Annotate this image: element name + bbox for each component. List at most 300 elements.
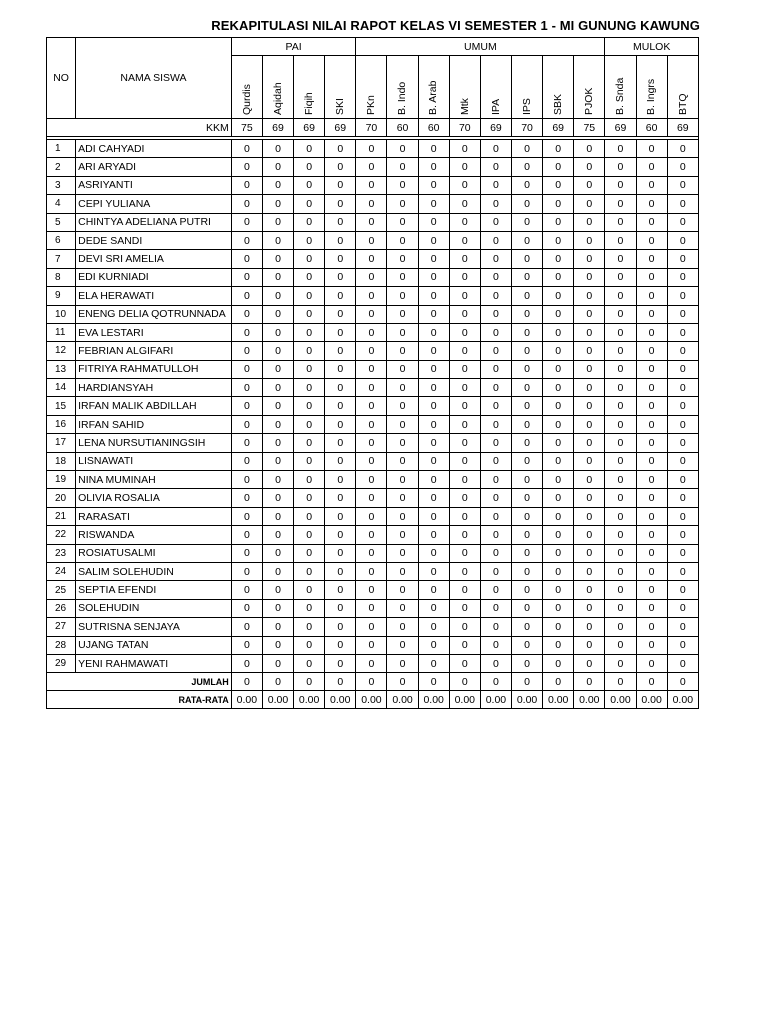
score-cell: 0 — [636, 618, 667, 636]
score-cell: 0 — [294, 636, 325, 654]
score-cell: 0 — [356, 342, 387, 360]
group-mulok-header: MULOK — [605, 38, 699, 56]
score-cell: 0 — [543, 636, 574, 654]
score-cell: 0 — [574, 507, 605, 525]
score-cell: 0 — [667, 581, 698, 599]
student-number: 4 — [47, 195, 76, 213]
score-cell: 0 — [262, 434, 293, 452]
score-cell: 0 — [356, 471, 387, 489]
score-cell: 0 — [231, 158, 262, 176]
score-cell: 0 — [636, 654, 667, 672]
score-cell: 0 — [574, 434, 605, 452]
subject-label: Qurdis — [240, 83, 253, 115]
score-cell: 0 — [231, 526, 262, 544]
student-name: EVA LESTARI — [76, 323, 232, 341]
student-number: 22 — [47, 526, 76, 544]
student-name: UJANG TATAN — [76, 636, 232, 654]
score-cell: 0 — [605, 360, 636, 378]
score-cell: 0 — [325, 636, 356, 654]
score-cell: 0 — [636, 231, 667, 249]
table-row — [47, 176, 699, 194]
subject-header — [543, 56, 574, 119]
score-cell: 0 — [418, 287, 449, 305]
score-cell: 0 — [231, 342, 262, 360]
subject-label: Mtk — [458, 97, 471, 115]
score-cell: 0 — [231, 489, 262, 507]
student-number: 17 — [47, 434, 76, 452]
score-cell: 0 — [325, 434, 356, 452]
score-cell: 0 — [543, 231, 574, 249]
score-cell: 0 — [418, 213, 449, 231]
score-cell: 0 — [543, 471, 574, 489]
student-name: IRFAN SAHID — [76, 415, 232, 433]
student-number: 5 — [47, 213, 76, 231]
score-cell: 0 — [294, 562, 325, 580]
score-cell: 0 — [511, 526, 542, 544]
score-cell: 0 — [418, 471, 449, 489]
score-cell: 0 — [262, 360, 293, 378]
rata-rata-value: 0.00 — [294, 691, 325, 709]
score-cell: 0 — [636, 507, 667, 525]
score-cell: 0 — [294, 360, 325, 378]
subject-header — [387, 56, 418, 119]
nama-siswa-header: NAMA SISWA — [76, 38, 232, 119]
score-cell: 0 — [636, 544, 667, 562]
student-number: 19 — [47, 471, 76, 489]
score-cell: 0 — [480, 195, 511, 213]
score-cell: 0 — [574, 562, 605, 580]
score-cell: 0 — [387, 507, 418, 525]
score-cell: 0 — [636, 140, 667, 158]
score-cell: 0 — [262, 287, 293, 305]
score-cell: 0 — [667, 415, 698, 433]
jumlah-value: 0 — [231, 673, 262, 691]
score-cell: 0 — [387, 158, 418, 176]
score-cell: 0 — [418, 544, 449, 562]
score-cell: 0 — [636, 176, 667, 194]
score-cell: 0 — [574, 452, 605, 470]
student-name: DEDE SANDI — [76, 231, 232, 249]
table-row — [47, 618, 699, 636]
score-cell: 0 — [667, 379, 698, 397]
table-row — [47, 397, 699, 415]
score-cell: 0 — [356, 489, 387, 507]
score-cell: 0 — [294, 323, 325, 341]
score-cell: 0 — [231, 250, 262, 268]
score-cell: 0 — [231, 140, 262, 158]
score-cell: 0 — [605, 654, 636, 672]
subject-label: PKn — [365, 94, 378, 115]
score-cell: 0 — [262, 415, 293, 433]
score-cell: 0 — [480, 231, 511, 249]
score-cell: 0 — [294, 618, 325, 636]
score-cell: 0 — [387, 581, 418, 599]
score-cell: 0 — [325, 342, 356, 360]
score-cell: 0 — [574, 231, 605, 249]
jumlah-value: 0 — [574, 673, 605, 691]
score-cell: 0 — [418, 526, 449, 544]
score-cell: 0 — [636, 489, 667, 507]
score-cell: 0 — [480, 176, 511, 194]
score-cell: 0 — [449, 452, 480, 470]
table-row — [47, 323, 699, 341]
score-cell: 0 — [543, 562, 574, 580]
score-cell: 0 — [262, 489, 293, 507]
rata-rata-value: 0.00 — [480, 691, 511, 709]
student-name: RARASATI — [76, 507, 232, 525]
score-cell: 0 — [667, 471, 698, 489]
score-cell: 0 — [636, 213, 667, 231]
student-name: RISWANDA — [76, 526, 232, 544]
score-cell: 0 — [667, 195, 698, 213]
score-cell: 0 — [418, 618, 449, 636]
score-cell: 0 — [605, 562, 636, 580]
score-cell: 0 — [511, 140, 542, 158]
score-cell: 0 — [262, 250, 293, 268]
score-cell: 0 — [667, 507, 698, 525]
student-number: 25 — [47, 581, 76, 599]
table-row — [47, 434, 699, 452]
score-cell: 0 — [574, 158, 605, 176]
score-cell: 0 — [667, 452, 698, 470]
score-cell: 0 — [387, 305, 418, 323]
score-cell: 0 — [325, 213, 356, 231]
student-name: EDI KURNIADI — [76, 268, 232, 286]
score-cell: 0 — [262, 195, 293, 213]
score-cell: 0 — [480, 636, 511, 654]
subject-header — [325, 56, 356, 119]
score-cell: 0 — [511, 434, 542, 452]
score-cell: 0 — [636, 323, 667, 341]
score-cell: 0 — [480, 507, 511, 525]
subject-header — [262, 56, 293, 119]
score-cell: 0 — [294, 250, 325, 268]
subject-header — [511, 56, 542, 119]
score-cell: 0 — [262, 544, 293, 562]
score-cell: 0 — [262, 213, 293, 231]
score-cell: 0 — [449, 581, 480, 599]
score-cell: 0 — [262, 636, 293, 654]
score-cell: 0 — [325, 507, 356, 525]
table-row — [47, 599, 699, 617]
score-cell: 0 — [262, 452, 293, 470]
score-cell: 0 — [667, 268, 698, 286]
kkm-value: 75 — [231, 119, 262, 137]
student-number: 21 — [47, 507, 76, 525]
score-cell: 0 — [325, 268, 356, 286]
score-cell: 0 — [387, 213, 418, 231]
score-cell: 0 — [480, 305, 511, 323]
score-cell: 0 — [480, 489, 511, 507]
score-cell: 0 — [480, 397, 511, 415]
score-cell: 0 — [543, 250, 574, 268]
score-cell: 0 — [387, 250, 418, 268]
student-name: IRFAN MALIK ABDILLAH — [76, 397, 232, 415]
score-cell: 0 — [356, 158, 387, 176]
score-cell: 0 — [262, 323, 293, 341]
score-cell: 0 — [449, 397, 480, 415]
table-row — [47, 507, 699, 525]
jumlah-value: 0 — [543, 673, 574, 691]
student-name: SUTRISNA SENJAYA — [76, 618, 232, 636]
score-cell: 0 — [667, 599, 698, 617]
table-row — [47, 195, 699, 213]
score-cell: 0 — [449, 489, 480, 507]
score-cell: 0 — [387, 268, 418, 286]
rata-rata-value: 0.00 — [574, 691, 605, 709]
score-cell: 0 — [480, 434, 511, 452]
kkm-value: 70 — [356, 119, 387, 137]
score-cell: 0 — [231, 360, 262, 378]
score-cell: 0 — [418, 562, 449, 580]
score-cell: 0 — [356, 195, 387, 213]
score-cell: 0 — [387, 526, 418, 544]
score-cell: 0 — [325, 305, 356, 323]
kkm-value: 70 — [449, 119, 480, 137]
score-cell: 0 — [667, 250, 698, 268]
score-cell: 0 — [511, 599, 542, 617]
table-row — [47, 158, 699, 176]
score-cell: 0 — [574, 581, 605, 599]
score-cell: 0 — [418, 599, 449, 617]
score-cell: 0 — [449, 636, 480, 654]
score-cell: 0 — [356, 360, 387, 378]
rata-rata-value: 0.00 — [605, 691, 636, 709]
score-cell: 0 — [449, 415, 480, 433]
score-cell: 0 — [262, 379, 293, 397]
score-cell: 0 — [294, 507, 325, 525]
score-cell: 0 — [480, 250, 511, 268]
score-cell: 0 — [636, 415, 667, 433]
score-cell: 0 — [511, 452, 542, 470]
table-row — [47, 305, 699, 323]
score-cell: 0 — [511, 231, 542, 249]
score-cell: 0 — [294, 379, 325, 397]
score-cell: 0 — [480, 599, 511, 617]
student-name: ELA HERAWATI — [76, 287, 232, 305]
score-cell: 0 — [605, 176, 636, 194]
score-cell: 0 — [387, 231, 418, 249]
score-cell: 0 — [543, 140, 574, 158]
score-cell: 0 — [543, 176, 574, 194]
score-cell: 0 — [262, 158, 293, 176]
score-cell: 0 — [356, 305, 387, 323]
score-cell: 0 — [356, 250, 387, 268]
score-cell: 0 — [511, 471, 542, 489]
subject-header — [231, 56, 262, 119]
jumlah-value: 0 — [480, 673, 511, 691]
score-cell: 0 — [667, 287, 698, 305]
subject-label: SBK — [551, 93, 564, 115]
score-cell: 0 — [449, 176, 480, 194]
score-cell: 0 — [511, 305, 542, 323]
student-number: 10 — [47, 305, 76, 323]
score-cell: 0 — [605, 140, 636, 158]
rata-rata-value: 0.00 — [449, 691, 480, 709]
score-cell: 0 — [387, 434, 418, 452]
score-cell: 0 — [543, 507, 574, 525]
score-cell: 0 — [574, 268, 605, 286]
score-cell: 0 — [511, 360, 542, 378]
score-cell: 0 — [605, 342, 636, 360]
score-cell: 0 — [480, 323, 511, 341]
subject-label: PJOK — [583, 87, 596, 115]
score-cell: 0 — [325, 158, 356, 176]
score-cell: 0 — [356, 268, 387, 286]
score-cell: 0 — [262, 654, 293, 672]
score-cell: 0 — [511, 176, 542, 194]
student-number: 8 — [47, 268, 76, 286]
score-cell: 0 — [231, 397, 262, 415]
score-cell: 0 — [667, 618, 698, 636]
score-cell: 0 — [667, 158, 698, 176]
score-cell: 0 — [449, 471, 480, 489]
subject-label: SKI — [334, 97, 347, 115]
rata-rata-value: 0.00 — [325, 691, 356, 709]
score-cell: 0 — [636, 268, 667, 286]
student-name: DEVI SRI AMELIA — [76, 250, 232, 268]
student-name: CEPI YULIANA — [76, 195, 232, 213]
score-cell: 0 — [667, 360, 698, 378]
score-cell: 0 — [356, 231, 387, 249]
table-row — [47, 360, 699, 378]
score-cell: 0 — [387, 342, 418, 360]
student-name: SALIM SOLEHUDIN — [76, 562, 232, 580]
score-cell: 0 — [636, 379, 667, 397]
score-cell: 0 — [605, 323, 636, 341]
score-cell: 0 — [231, 305, 262, 323]
score-cell: 0 — [231, 618, 262, 636]
score-cell: 0 — [262, 562, 293, 580]
score-cell: 0 — [387, 544, 418, 562]
score-cell: 0 — [325, 397, 356, 415]
student-name: SEPTIA EFENDI — [76, 581, 232, 599]
subject-header — [356, 56, 387, 119]
score-cell: 0 — [667, 654, 698, 672]
score-cell: 0 — [325, 231, 356, 249]
score-cell: 0 — [605, 287, 636, 305]
score-cell: 0 — [543, 599, 574, 617]
score-cell: 0 — [294, 581, 325, 599]
score-cell: 0 — [605, 250, 636, 268]
student-name: CHINTYA ADELIANA PUTRI — [76, 213, 232, 231]
score-cell: 0 — [449, 231, 480, 249]
student-name: ENENG DELIA QOTRUNNADA — [76, 305, 232, 323]
student-number: 6 — [47, 231, 76, 249]
score-cell: 0 — [356, 636, 387, 654]
score-cell: 0 — [543, 305, 574, 323]
score-cell: 0 — [636, 397, 667, 415]
table-row — [47, 250, 699, 268]
score-cell: 0 — [543, 379, 574, 397]
subject-header — [636, 56, 667, 119]
score-cell: 0 — [325, 544, 356, 562]
score-cell: 0 — [574, 379, 605, 397]
score-cell: 0 — [574, 471, 605, 489]
table-row — [47, 489, 699, 507]
score-cell: 0 — [543, 544, 574, 562]
group-pai-header: PAI — [231, 38, 356, 56]
score-cell: 0 — [574, 544, 605, 562]
score-cell: 0 — [325, 654, 356, 672]
score-cell: 0 — [231, 581, 262, 599]
score-cell: 0 — [387, 415, 418, 433]
student-name: FEBRIAN ALGIFARI — [76, 342, 232, 360]
score-cell: 0 — [543, 323, 574, 341]
score-cell: 0 — [667, 636, 698, 654]
kkm-label: KKM — [47, 119, 232, 137]
score-cell: 0 — [418, 507, 449, 525]
score-cell: 0 — [262, 599, 293, 617]
score-cell: 0 — [605, 599, 636, 617]
score-cell: 0 — [543, 434, 574, 452]
score-cell: 0 — [574, 176, 605, 194]
score-cell: 0 — [511, 250, 542, 268]
score-cell: 0 — [667, 213, 698, 231]
score-cell: 0 — [387, 323, 418, 341]
score-cell: 0 — [667, 231, 698, 249]
jumlah-value: 0 — [294, 673, 325, 691]
rata-rata-value: 0.00 — [636, 691, 667, 709]
student-name: HARDIANSYAH — [76, 379, 232, 397]
score-cell: 0 — [325, 140, 356, 158]
score-cell: 0 — [387, 618, 418, 636]
score-cell: 0 — [231, 287, 262, 305]
score-cell: 0 — [543, 489, 574, 507]
student-number: 15 — [47, 397, 76, 415]
jumlah-label: JUMLAH — [47, 673, 232, 691]
score-cell: 0 — [294, 176, 325, 194]
score-cell: 0 — [418, 379, 449, 397]
score-cell: 0 — [325, 452, 356, 470]
score-cell: 0 — [449, 195, 480, 213]
score-cell: 0 — [667, 526, 698, 544]
kkm-value: 69 — [543, 119, 574, 137]
score-cell: 0 — [574, 360, 605, 378]
subject-header — [449, 56, 480, 119]
rata-rata-value: 0.00 — [418, 691, 449, 709]
student-number: 29 — [47, 654, 76, 672]
score-cell: 0 — [387, 397, 418, 415]
score-cell: 0 — [605, 231, 636, 249]
score-cell: 0 — [605, 195, 636, 213]
score-cell: 0 — [418, 397, 449, 415]
table-row — [47, 544, 699, 562]
score-cell: 0 — [294, 599, 325, 617]
rata-rata-value: 0.00 — [231, 691, 262, 709]
score-cell: 0 — [636, 434, 667, 452]
jumlah-row — [47, 673, 699, 691]
score-cell: 0 — [574, 415, 605, 433]
score-cell: 0 — [543, 195, 574, 213]
score-cell: 0 — [356, 618, 387, 636]
score-cell: 0 — [574, 213, 605, 231]
score-cell: 0 — [231, 195, 262, 213]
kkm-value: 70 — [511, 119, 542, 137]
rata-rata-value: 0.00 — [511, 691, 542, 709]
no-header: NO — [47, 38, 76, 119]
score-cell: 0 — [511, 342, 542, 360]
score-cell: 0 — [480, 213, 511, 231]
kkm-value: 69 — [294, 119, 325, 137]
student-name: NINA MUMINAH — [76, 471, 232, 489]
jumlah-value: 0 — [511, 673, 542, 691]
table-row — [47, 231, 699, 249]
score-cell: 0 — [605, 397, 636, 415]
score-cell: 0 — [356, 213, 387, 231]
score-cell: 0 — [325, 599, 356, 617]
score-cell: 0 — [449, 140, 480, 158]
